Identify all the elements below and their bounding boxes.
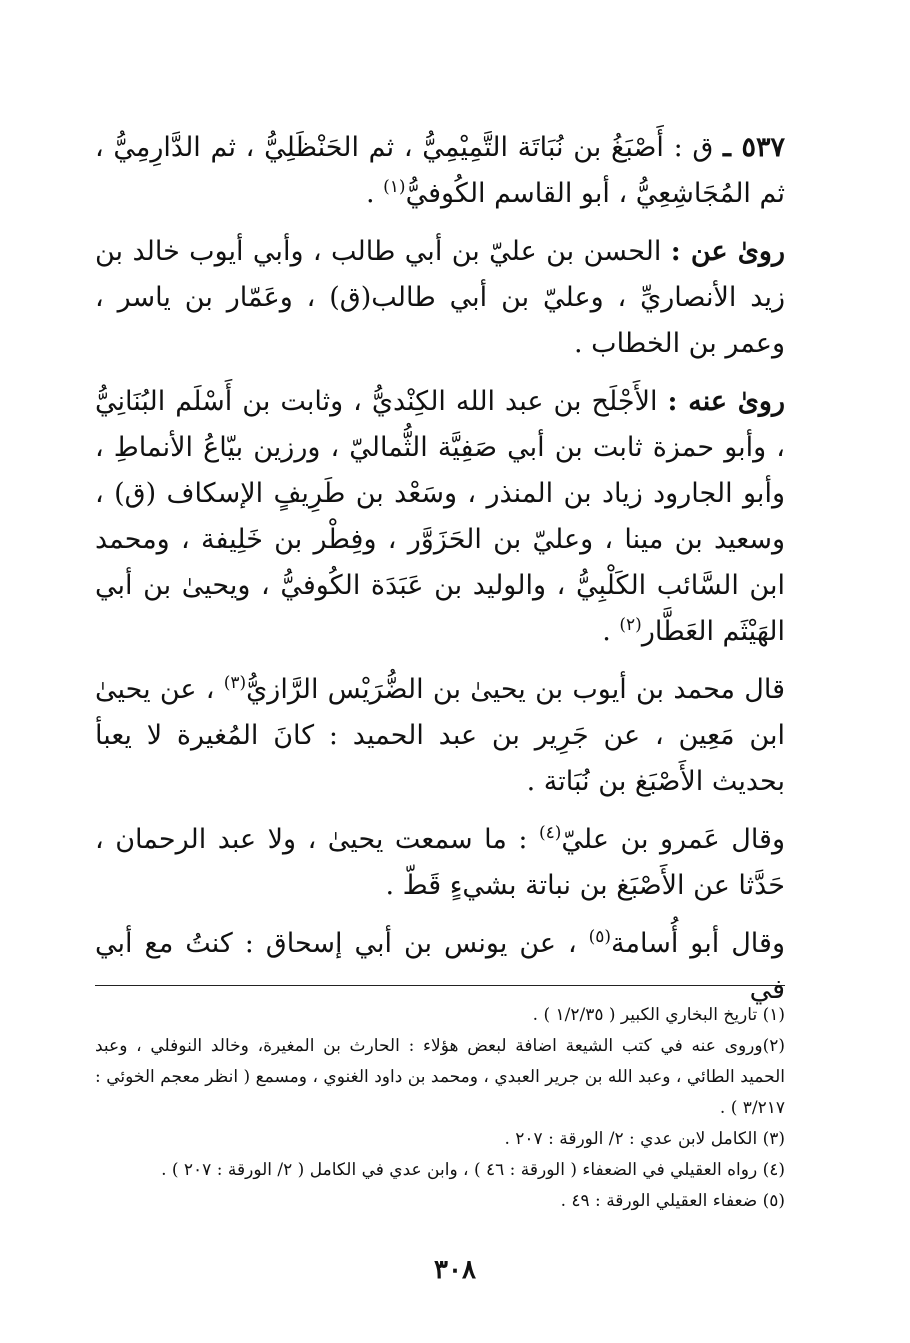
footnote-5: (٥) ضعفاء العقيلي الورقة : ٤٩ . bbox=[560, 1191, 785, 1211]
footnote-ref-1: (١) bbox=[383, 177, 406, 197]
footnote-divider bbox=[95, 985, 785, 986]
muhammad-text-1: قال محمد بن أيوب بن يحيىٰ بن الضُّرَيْس الرَّازيُّ bbox=[246, 674, 785, 705]
amr-paragraph bbox=[95, 817, 785, 909]
muhammad-paragraph bbox=[95, 667, 785, 805]
footnote-4: (٤) رواه العقيلي في الضعفاء ( الورقة : ٤٦ ) ، وابن عدي في الكامل ( ٢/ الورقة : ٢٠٧ ) . bbox=[161, 1160, 785, 1180]
amr-text-1: وقال عَمرو بن عليّ bbox=[561, 824, 785, 855]
rawa-an-lead: روىٰ عن : bbox=[670, 236, 785, 267]
entry-name: أَصْبَغُ بن نُبَاتَة التَّمِيْمِيُّ ، ثم الحَنْظَلِيُّ ، ثم الدَّارِمِيُّ ، ثم المُجَاشِعِيُّ ، أبو القاسم الكُوفيُّ bbox=[95, 132, 785, 209]
entry-end: . bbox=[365, 178, 384, 209]
muhammad-text-2: ، عن يحيىٰ ابن مَعِين ، عن جَرِير بن عبد الحميد : كانَ المُغيرة لا يعبأ بحديث الأَصْبَغ بن نُبَاتة . bbox=[95, 674, 785, 797]
page-number: ٣٠٨ bbox=[434, 1255, 476, 1285]
footnote-2: (٢)وروى عنه في كتب الشيعة اضافة لبعض هؤلاء : الحارث بن المغيرة، وخالد النوفلي ، وعبد الحميد الطائي ، وعبد الله بن جرير العبدي ، ومحمد بن داود الغنوي ، ومسمع ( انظر معجم الخوئي : ٣/٢١٧ ) . bbox=[95, 1036, 785, 1118]
amr-text-2: : ما سمعت يحيىٰ ، ولا عبد الرحمان ، حَدَّثا عن الأَصْبَغ بن نباتة بشيءٍ قَطّ . bbox=[95, 824, 785, 901]
footnote-1: (١) تاريخ البخاري الكبير ( ١/٢/٣٥ ) . bbox=[532, 1005, 785, 1025]
entry-number: ٥٣٧ ـ bbox=[723, 132, 785, 163]
main-text bbox=[95, 125, 785, 1025]
rawa-an-paragraph bbox=[95, 229, 785, 367]
footnote-ref-3: (٣) bbox=[223, 673, 247, 693]
entry-heading bbox=[95, 125, 785, 217]
footnote-ref-2: (٢) bbox=[619, 615, 642, 635]
footnote-ref-4: (٤) bbox=[538, 823, 562, 843]
abu-usama-text-2: ، عن يونس بن أبي إسحاق : كنتُ مع أبي في bbox=[95, 928, 785, 1005]
rawa-an-text: الحسن بن عليّ بن أبي طالب ، وأبي أيوب خالد بن زيد الأنصاريِّ ، وعليّ بن أبي طالب(ق) ، وعَمّار بن ياسر ، وعمر بن الخطاب . bbox=[95, 236, 785, 359]
footnotes bbox=[95, 1000, 785, 1217]
rawa-anhu-lead: روىٰ عنه : bbox=[667, 386, 785, 417]
rawa-anhu-paragraph bbox=[95, 379, 785, 655]
entry-code: ق : bbox=[673, 132, 714, 163]
rawa-anhu-end: . bbox=[602, 616, 620, 647]
footnote-3: (٣) الكامل لابن عدي : ٢/ الورقة : ٢٠٧ . bbox=[504, 1129, 785, 1149]
footnote-ref-5: (٥) bbox=[588, 927, 612, 947]
rawa-anhu-text: الأَجْلَح بن عبد الله الكِنْديُّ ، وثابت بن أَسْلَم البُنَانِيُّ ، وأبو حمزة ثابت بن أبي صَفِيَّة الثُّماليّ ، ورزين بيّاعُ الأنماطِ ، وأبو الجارود زياد بن المنذر ، وسَعْد بن طَرِيفٍ الإسكاف (ق) ، وسعيد بن مينا ، وعليّ بن الحَزَوَّر ، وفِطْر بن خَلِيفة ، ومحمد ابن السَّائب الكَلْبِيُّ ، والوليد بن عَبَدَة الكُوفيُّ ، ويحيىٰ بن أبي الهَيْثَم العَطَّار bbox=[95, 386, 785, 647]
abu-usama-text-1: وقال أبو أُسامة bbox=[611, 928, 785, 959]
